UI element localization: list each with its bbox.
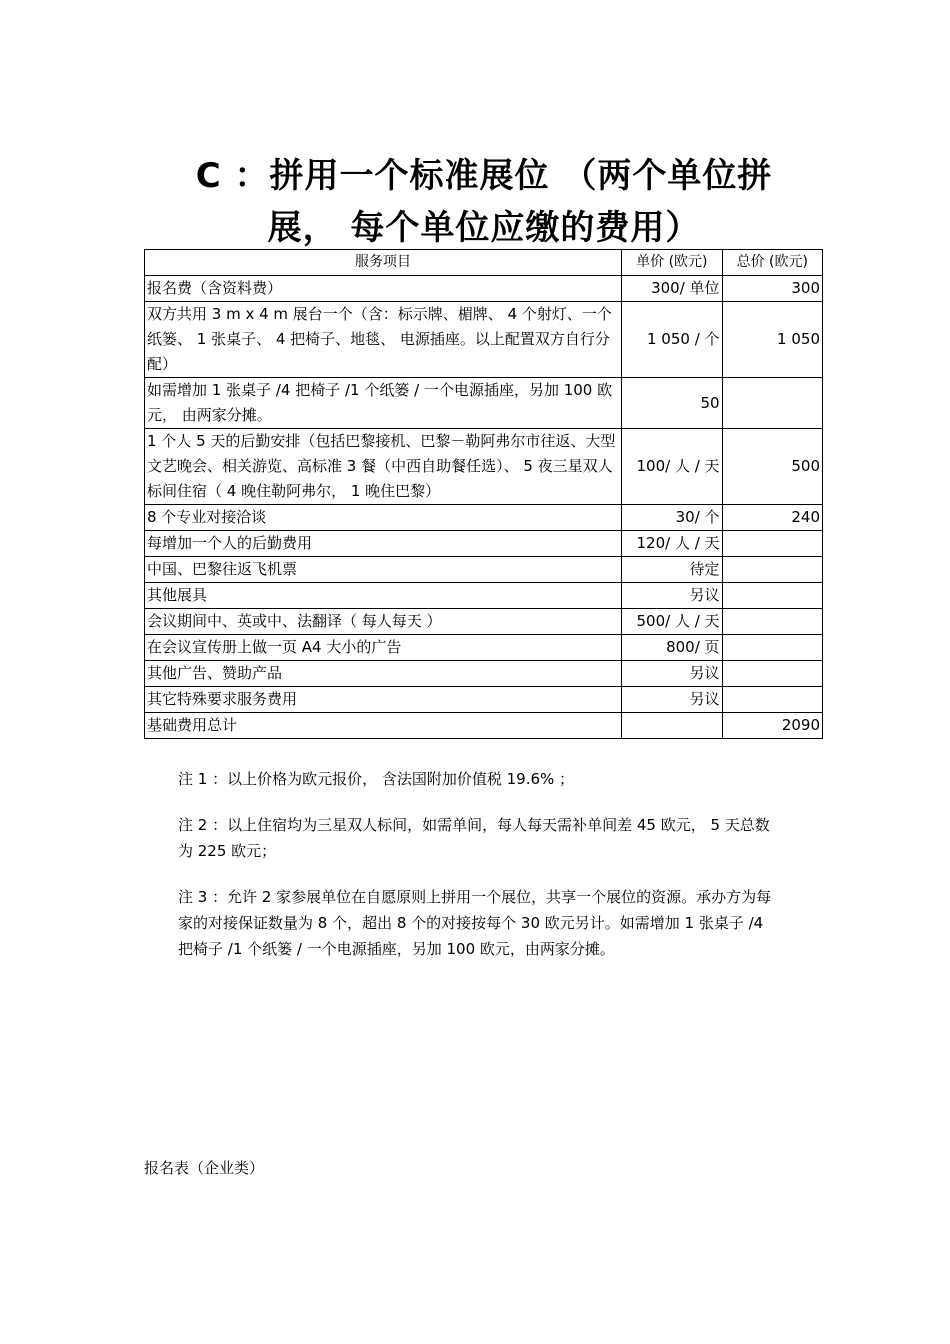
row-unit-price: 另议 xyxy=(622,583,722,609)
note-3: 注 3 ：允许 2 家参展单位在自愿原则上拼用一个展位，共享一个展位的资源。承办方为每家的对接保证数量为 8 个，超出 8 个的对接按每个 30 欧元另计。如需增加 1 张桌子 /4 把椅子 /1 个纸篓 / 一个电源插座，另加 100 欧元，由两家分摊。 xyxy=(178,888,772,958)
table-row xyxy=(145,276,823,302)
row-unit-price: 另议 xyxy=(622,687,722,713)
row-item: 每增加一个人的后勤费用 xyxy=(145,531,622,557)
table-row xyxy=(145,609,823,635)
row-unit-price: 待定 xyxy=(622,557,722,583)
row-unit-price: 另议 xyxy=(622,661,722,687)
row-total: 2090 xyxy=(722,713,822,739)
row-unit-price: 100/ 人 / 天 xyxy=(622,429,722,505)
title-line-2: 展， 每个单位应缴的费用） xyxy=(267,208,701,248)
row-item: 其他广告、赞助产品 xyxy=(145,661,622,687)
page-title xyxy=(145,150,823,254)
table-row xyxy=(145,302,823,378)
row-item: 1 个人 5 天的后勤安排（包括巴黎接机、巴黎－勒阿弗尔市往返、大型文艺晚会、相关游览、高标准 3 餐（中西自助餐任选）、 5 夜三星双人标间住宿（ 4 晚住勒阿弗尔， 1 晚住巴黎） xyxy=(145,429,622,505)
table-row-grand-total xyxy=(145,713,823,739)
row-unit-price xyxy=(622,713,722,739)
table-row xyxy=(145,635,823,661)
row-item: 其它特殊要求服务费用 xyxy=(145,687,622,713)
row-unit-price: 50 xyxy=(622,378,722,429)
fee-table xyxy=(144,249,823,739)
row-item: 在会议宣传册上做一页 A4 大小的广告 xyxy=(145,635,622,661)
row-total: 300 xyxy=(722,276,822,302)
row-total xyxy=(722,378,822,429)
row-total xyxy=(722,583,822,609)
title-line-1: C ：拼用一个标准展位 （两个单位拼 xyxy=(195,156,773,196)
table-row xyxy=(145,557,823,583)
row-unit-price: 500/ 人 / 天 xyxy=(622,609,722,635)
row-item: 会议期间中、英或中、法翻译（ 每人每天 ） xyxy=(145,609,622,635)
table-row xyxy=(145,687,823,713)
row-item: 如需增加 1 张桌子 /4 把椅子 /1 个纸篓 / 一个电源插座，另加 100 欧元， 由两家分摊。 xyxy=(145,378,622,429)
row-unit-price: 1 050 / 个 xyxy=(622,302,722,378)
notes-section xyxy=(178,766,778,982)
note-1: 注 1 ：以上价格为欧元报价， 含法国附加价值税 19.6% ； xyxy=(178,770,575,788)
row-unit-price: 800/ 页 xyxy=(622,635,722,661)
row-total xyxy=(722,609,822,635)
row-unit-price: 120/ 人 / 天 xyxy=(622,531,722,557)
row-total xyxy=(722,557,822,583)
row-unit-price: 30/ 个 xyxy=(622,505,722,531)
row-item: 基础费用总计 xyxy=(145,713,622,739)
header-service-item: 服务项目 xyxy=(145,250,622,276)
table-header-row xyxy=(145,250,823,276)
table-row xyxy=(145,505,823,531)
table-row xyxy=(145,661,823,687)
row-item: 报名费（含资料费） xyxy=(145,276,622,302)
row-item: 双方共用 3 m x 4 m 展台一个（含：标示牌、楣牌、 4 个射灯、一个纸篓、 1 张桌子、 4 把椅子、地毯、 电源插座。以上配置双方自行分配） xyxy=(145,302,622,378)
row-item: 中国、巴黎往返飞机票 xyxy=(145,557,622,583)
row-unit-price: 300/ 单位 xyxy=(622,276,722,302)
table-row xyxy=(145,429,823,505)
registration-form-heading: 报名表（企业类） xyxy=(144,1159,265,1177)
row-total: 1 050 xyxy=(722,302,822,378)
table-row xyxy=(145,583,823,609)
row-total xyxy=(722,687,822,713)
header-unit-price: 单价 (欧元) xyxy=(622,250,722,276)
row-total: 500 xyxy=(722,429,822,505)
row-item: 其他展具 xyxy=(145,583,622,609)
header-total-price: 总价 (欧元) xyxy=(722,250,822,276)
row-total xyxy=(722,531,822,557)
table-row xyxy=(145,531,823,557)
row-total xyxy=(722,661,822,687)
table-row xyxy=(145,378,823,429)
row-total xyxy=(722,635,822,661)
row-item: 8 个专业对接洽谈 xyxy=(145,505,622,531)
note-2: 注 2 ：以上住宿均为三星双人标间，如需单间，每人每天需补单间差 45 欧元， 5 天总数为 225 欧元； xyxy=(178,816,770,860)
row-total: 240 xyxy=(722,505,822,531)
